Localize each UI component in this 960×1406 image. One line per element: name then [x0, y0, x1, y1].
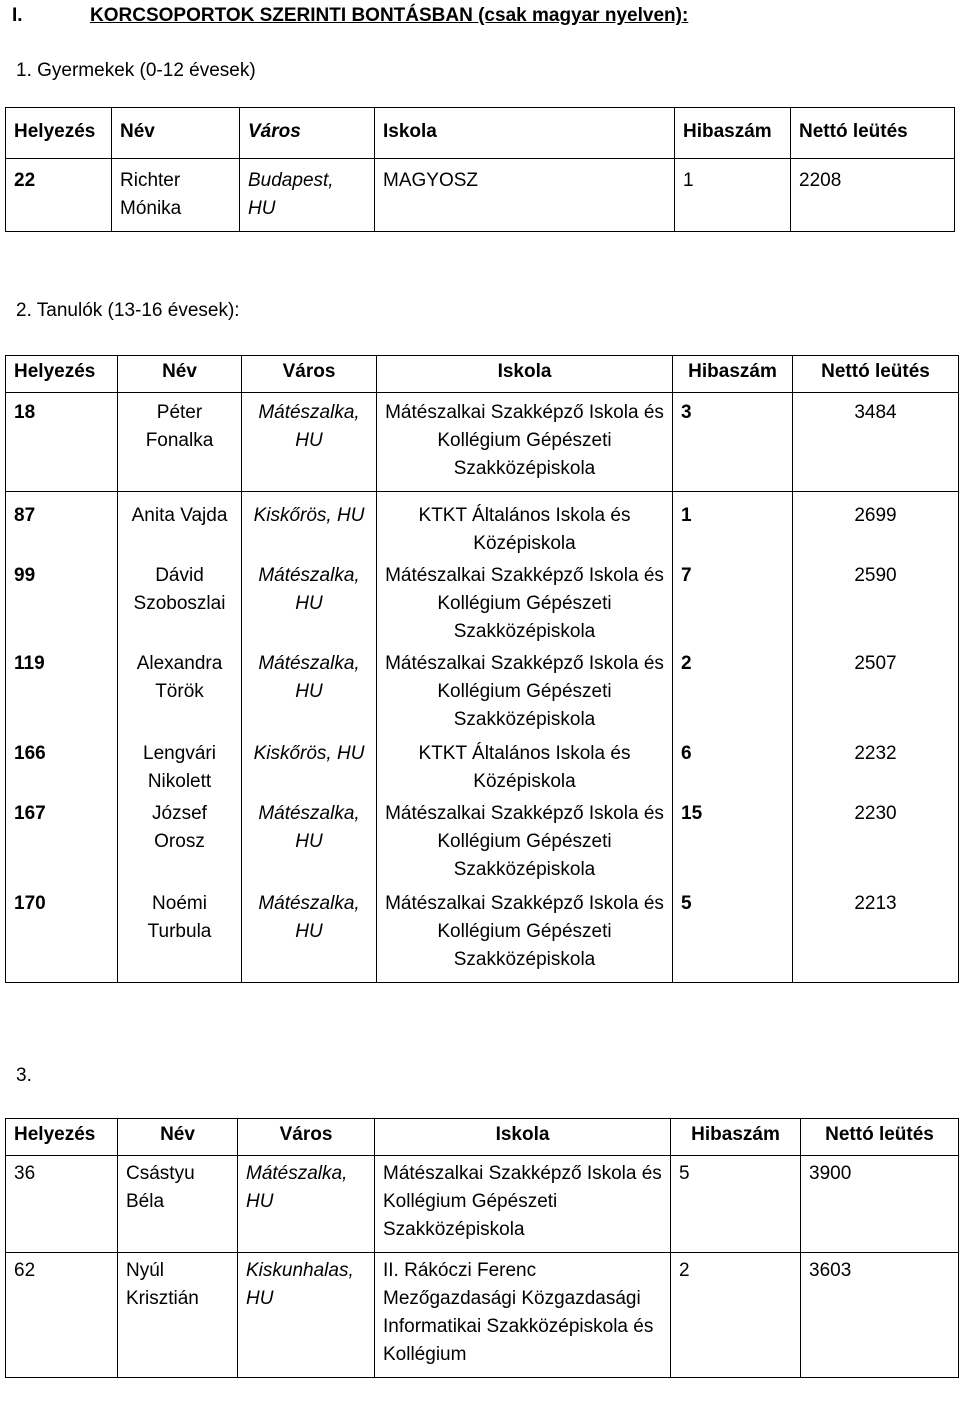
header-errors: Hibaszám	[671, 1119, 801, 1156]
net-item: 2232	[854, 743, 897, 764]
header-net: Nettó leütés	[801, 1119, 959, 1156]
school-item: KTKT Általános Iskola és Középiskola	[418, 743, 631, 792]
table-row	[6, 1253, 959, 1378]
cell-net: 3484	[793, 393, 959, 492]
name-item: Dávid Szoboszlai	[133, 565, 226, 614]
table-header-row	[6, 108, 955, 159]
errors-item: 7	[681, 565, 692, 586]
net-item: 2699	[854, 505, 897, 526]
errors-item: 15	[681, 803, 703, 824]
cell-rank: 62	[6, 1253, 118, 1378]
cell-errors-list	[673, 492, 793, 983]
header-city: Város	[238, 1119, 375, 1156]
rank-item: 170	[14, 893, 46, 914]
header-school: Iskola	[375, 108, 675, 159]
section2-title: 2. Tanulók (13-16 évesek):	[16, 300, 240, 321]
table-header-row	[6, 356, 959, 393]
school-item: KTKT Általános Iskola és Középiskola	[418, 505, 631, 554]
cell-name: Péter Fonalka	[118, 393, 242, 492]
rank-item: 167	[14, 803, 46, 824]
rank-item: 119	[14, 653, 45, 674]
name-item: József Orosz	[152, 803, 207, 852]
net-item: 2590	[854, 565, 897, 586]
cell-city: Mátészalka, HU	[238, 1156, 375, 1253]
header-rank: Helyezés	[6, 1119, 118, 1156]
header-rank: Helyezés	[6, 356, 118, 393]
rank-item: 87	[14, 505, 36, 526]
cell-errors: 5	[671, 1156, 801, 1253]
cell-city: Mátészalka, HU	[242, 393, 377, 492]
header-errors: Hibaszám	[675, 108, 791, 159]
rank-item: 99	[14, 565, 36, 586]
errors-item: 1	[681, 505, 692, 526]
cell-errors: 1	[675, 159, 791, 232]
cell-errors: 3	[673, 393, 793, 492]
cell-city: Budapest, HU	[240, 159, 375, 232]
cell-school: II. Rákóczi Ferenc Mezőgazdasági Közgazdasági Informatikai Szakközépiskola és Kollégium	[375, 1253, 671, 1378]
cell-name-list	[118, 492, 242, 983]
header-school: Iskola	[375, 1119, 671, 1156]
cell-net-list	[793, 492, 959, 983]
header-city: Város	[240, 108, 375, 159]
cell-name: Nyúl Krisztián	[118, 1253, 238, 1378]
city-item: Mátészalka, HU	[258, 893, 360, 942]
cell-name: Csástyu Béla	[118, 1156, 238, 1253]
city-item: Kiskőrös, HU	[253, 505, 365, 526]
city-item: Mátészalka, HU	[258, 803, 360, 852]
header-name: Név	[118, 356, 242, 393]
cell-net: 2208	[791, 159, 955, 232]
table-row-group	[6, 492, 959, 983]
errors-item: 5	[681, 893, 692, 914]
main-heading	[12, 2, 688, 30]
errors-item: 6	[681, 743, 692, 764]
table-header-row	[6, 1119, 959, 1156]
header-net: Nettó leütés	[791, 108, 955, 159]
school-item: Mátészalkai Szakképző Iskola és Kollégium Gépészeti Szakközépiskola	[385, 653, 664, 730]
table-row	[6, 159, 955, 232]
cell-school-list	[377, 492, 673, 983]
cell-rank-list	[6, 492, 118, 983]
table-children	[5, 107, 955, 232]
heading-number: I.	[12, 5, 23, 26]
city-item: Mátészalka, HU	[258, 565, 360, 614]
name-item: Alexandra Török	[136, 653, 223, 702]
rank-item: 166	[14, 743, 46, 764]
net-item: 2213	[854, 893, 897, 914]
city-item: Mátészalka, HU	[258, 653, 360, 702]
net-item: 2230	[854, 803, 897, 824]
cell-name: Richter Mónika	[112, 159, 240, 232]
cell-net: 3603	[801, 1253, 959, 1378]
school-item: Mátészalkai Szakképző Iskola és Kollégium Gépészeti Szakközépiskola	[385, 893, 664, 970]
cell-errors: 2	[671, 1253, 801, 1378]
cell-rank: 22	[6, 159, 112, 232]
table-row	[6, 1156, 959, 1253]
header-name: Név	[118, 1119, 238, 1156]
section3-title: 3.	[16, 1065, 32, 1086]
cell-city: Kiskunhalas, HU	[238, 1253, 375, 1378]
errors-item: 2	[681, 653, 692, 674]
section1-title: 1. Gyermekek (0-12 évesek)	[16, 60, 256, 81]
header-name: Név	[112, 108, 240, 159]
cell-net: 3900	[801, 1156, 959, 1253]
header-errors: Hibaszám	[673, 356, 793, 393]
cell-city-list	[242, 492, 377, 983]
heading-text: KORCSOPORTOK SZERINTI BONTÁSBAN (csak magyar nyelven):	[90, 5, 689, 26]
school-item: Mátészalkai Szakképző Iskola és Kollégium Gépészeti Szakközépiskola	[385, 565, 664, 642]
cell-rank: 36	[6, 1156, 118, 1253]
header-school: Iskola	[377, 356, 673, 393]
name-item: Noémi Turbula	[147, 893, 212, 942]
name-item: Anita Vajda	[131, 505, 228, 526]
header-net: Nettó leütés	[793, 356, 959, 393]
table-row	[6, 393, 959, 492]
header-rank: Helyezés	[6, 108, 112, 159]
cell-school: MAGYOSZ	[375, 159, 675, 232]
cell-rank: 18	[6, 393, 118, 492]
school-item: Mátészalkai Szakképző Iskola és Kollégium Gépészeti Szakközépiskola	[385, 803, 664, 880]
table-section3	[5, 1118, 959, 1378]
net-item: 2507	[854, 653, 897, 674]
header-city: Város	[242, 356, 377, 393]
cell-school: Mátészalkai Szakképző Iskola és Kollégium Gépészeti Szakközépiskola	[377, 393, 673, 492]
cell-school: Mátészalkai Szakképző Iskola és Kollégium Gépészeti Szakközépiskola	[375, 1156, 671, 1253]
city-item: Kiskőrös, HU	[253, 743, 365, 764]
name-item: Lengvári Nikolett	[143, 743, 216, 792]
table-students	[5, 355, 959, 983]
